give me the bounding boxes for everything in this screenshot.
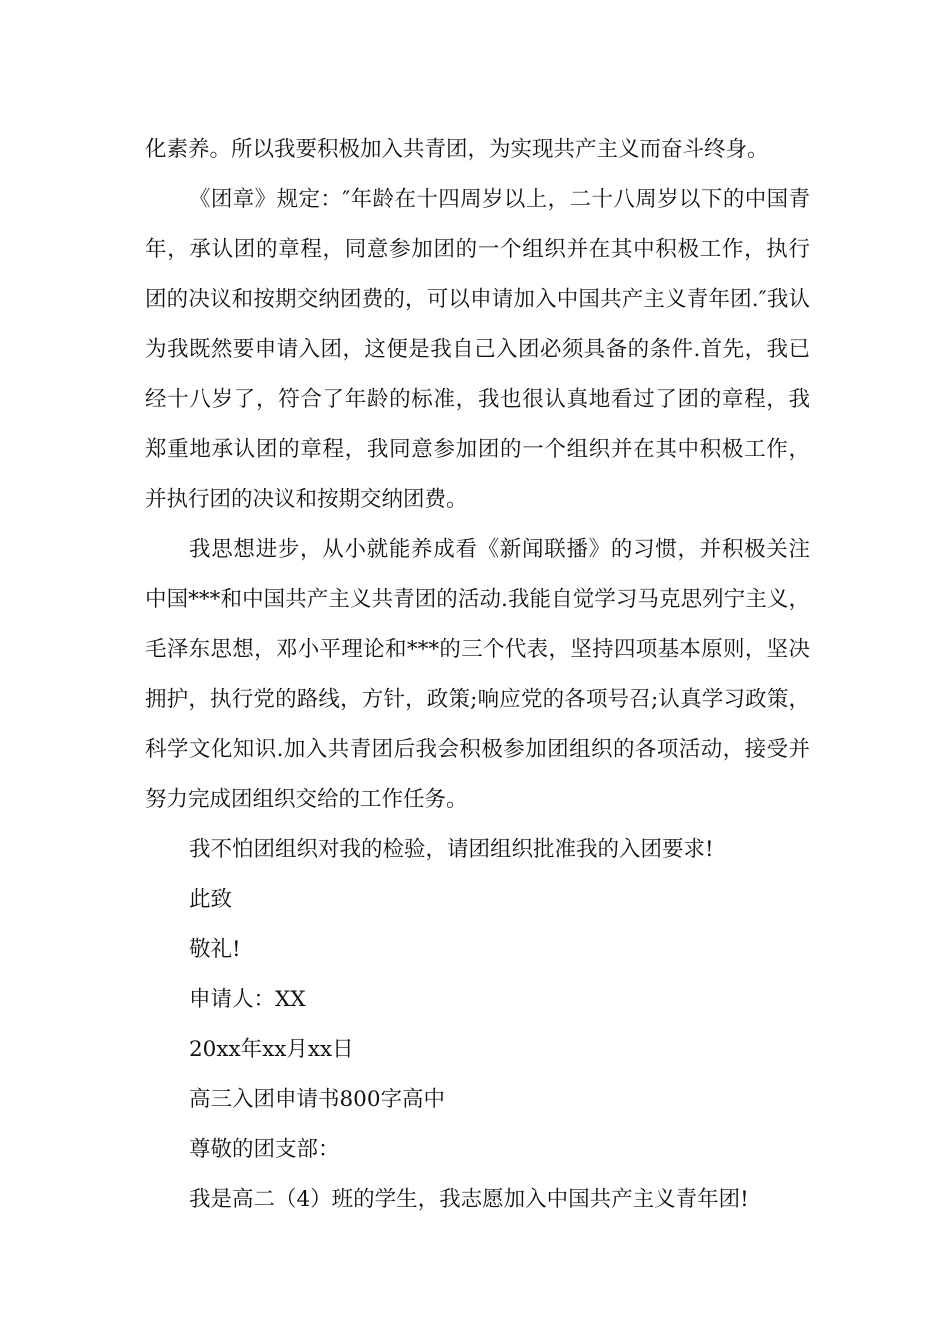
- intro-line: 我是高二（4）班的学生，我志愿加入中国共产主义青年团!: [189, 1187, 749, 1212]
- request-line: 我不怕团组织对我的检验，请团组织批准我的入团要求!: [189, 837, 714, 862]
- date-line: 20xx年xx月xx日: [189, 1037, 354, 1062]
- greeting-line: 尊敬的团支部：: [189, 1137, 340, 1162]
- next-letter-title: 高三入团申请书800字高中: [189, 1087, 446, 1112]
- salutation-line-2: 敬礼!: [189, 937, 241, 962]
- salutation-line-1: 此致: [189, 887, 233, 912]
- applicant-line: 申请人：XX: [189, 987, 306, 1012]
- paragraph-ideology: 我思想进步，从小就能养成看《新闻联播》的习惯，并积极关注中国***和中国共产主义共青团的活动.我能自觉学习马克思列宁主义，毛泽东思想，邓小平理论和***的三个代表，坚持四项基本原则，坚决拥护，执行党的路线，方针，政策;响应党的各项号召;认真学习政策，科学文化知识.加入共青团后我会积极参加团组织的各项活动，接受并努力完成团组织交给的工作任务。: [145, 537, 810, 812]
- paragraph-league-charter: 《团章》规定：″年龄在十四周岁以上，二十八周岁以下的中国青年，承认团的章程，同意参加团的一个组织并在其中积极工作，执行团的决议和按期交纳团费的，可以申请加入中国共产主义青年团.″我认为我既然要申请入团，这便是我自己入团必须具备的条件.首先，我已经十八岁了，符合了年龄的标准，我也很认真地看过了团的章程，我郑重地承认团的章程，我同意参加团的一个组织并在其中积极工作，并执行团的决议和按期交纳团费。: [145, 187, 810, 512]
- document-body: [145, 125, 810, 1225]
- paragraph-continuation: 化素养。所以我要积极加入共青团，为实现共产主义而奋斗终身。: [145, 137, 769, 162]
